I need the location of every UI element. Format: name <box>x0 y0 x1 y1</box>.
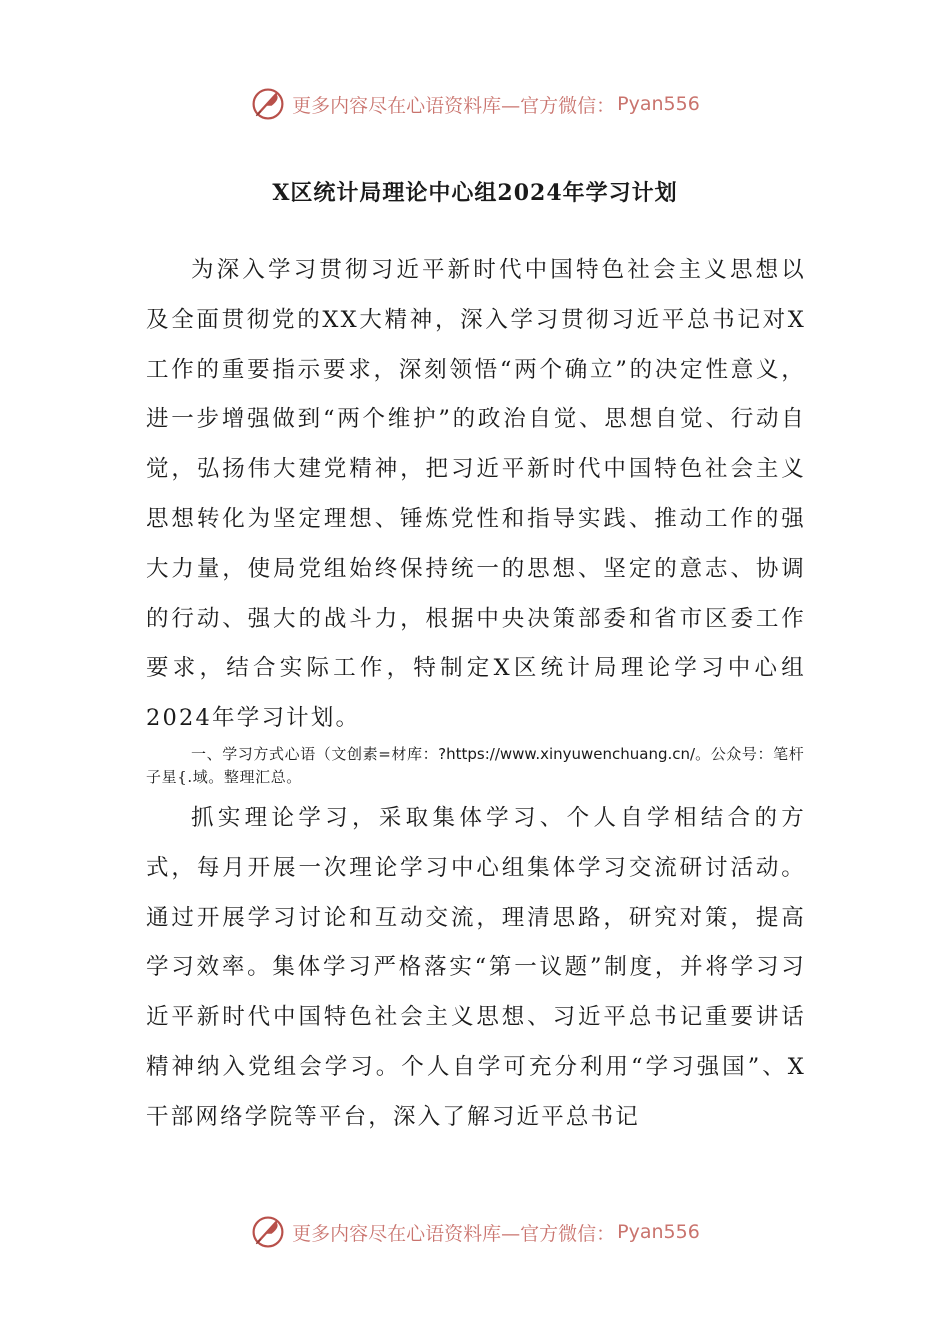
study-method-paragraph: 抓实理论学习，采取集体学习、个人自学相结合的方式，每月开展一次理论学习中心组集体学习交流研讨活动。通过开展学习讨论和互动交流，理清思路，研究对策，提高学习效率。集体学习严格落实“第一议题”制度，并将学习习近平新时代中国特色社会主义思想、习近平总书记重要讲话精神纳入党组会学习。个人自学可充分利用“学习强国”、X干部网络学院等平台，深入了解习近平总书记 <box>146 805 806 1130</box>
section-heading-study-method <box>146 743 812 789</box>
document-title: X区统计局理论中心组2024年学习计划 <box>272 180 678 206</box>
header-watermark <box>0 84 950 124</box>
watermark-handle: Pyan556 <box>617 1221 700 1243</box>
watermark-text: 更多内容尽在心语资料库—官方微信： <box>292 1222 616 1245</box>
footer-watermark <box>0 1212 950 1252</box>
section-heading-url[interactable]: ?https://www.xinyuwenchuang.cn/ <box>438 745 696 763</box>
quill-pen-logo-icon <box>250 1214 286 1250</box>
intro-paragraph: 为深入学习贯彻习近平新时代中国特色社会主义思想以及全面贯彻党的XX大精神，深入学习贯彻习近平总书记对X工作的重要指示要求，深刻领悟“两个确立”的决定性意义，进一步增强做到“两个维护”的政治自觉、思想自觉、行动自觉，弘扬伟大建党精神，把习近平新时代中国特色社会主义思想转化为坚定理想、锤炼党性和指导实践、推动工作的强大力量，使局党组始终保持统一的思想、坚定的意志、协调的行动、强大的战斗力，根据中央决策部委和省市区委工作要求，结合实际工作，特制定X区统计局理论学习中心组2024年学习计划。 <box>146 257 806 732</box>
section-heading-prefix: 一、学习方式心语（文创素=材库： <box>191 745 439 763</box>
watermark-handle: Pyan556 <box>617 93 700 115</box>
watermark-text: 更多内容尽在心语资料库—官方微信： <box>292 94 616 117</box>
quill-pen-logo-icon <box>250 86 286 122</box>
section-heading-suffix: 。公众号：笔杆子星{.域。整理汇总。 <box>146 745 805 786</box>
